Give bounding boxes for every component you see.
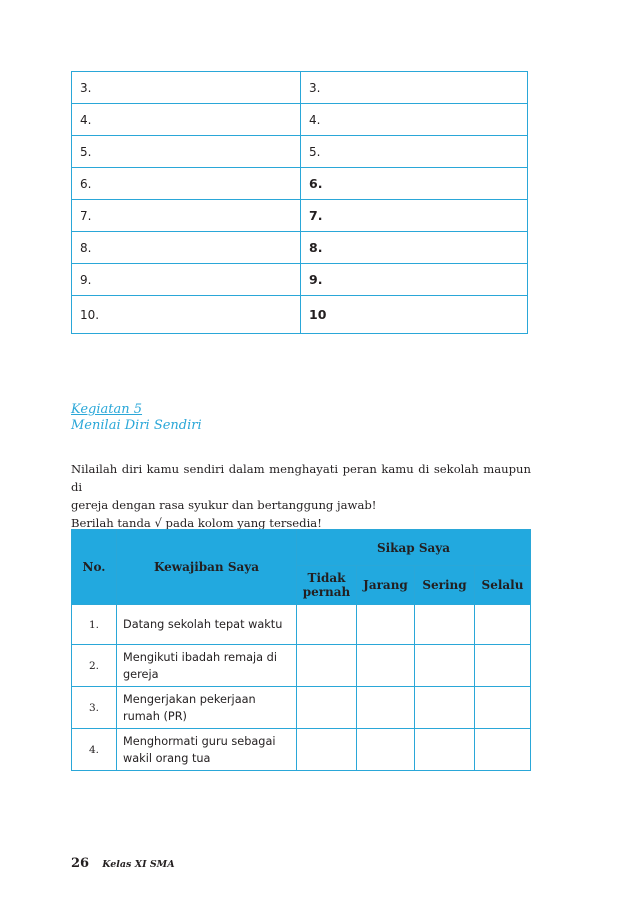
checkbox-cell-tidak-pernah[interactable] (297, 729, 357, 771)
header-duty: Kewajiban Saya (117, 530, 297, 605)
answer-cell-left: 5. (72, 136, 301, 168)
answer-cell-left: 3. (72, 72, 301, 104)
checkbox-cell-selalu[interactable] (475, 605, 531, 645)
header-selalu: Selalu (475, 566, 531, 605)
activity-instructions (71, 460, 531, 532)
table-row (72, 168, 528, 200)
table-row (72, 729, 531, 771)
answer-table (71, 71, 528, 334)
duty-text: Mengerjakan pekerjaan rumah (PR) (117, 687, 297, 729)
header-tidak-pernah: Tidak pernah (297, 566, 357, 605)
table-row (72, 605, 531, 645)
checkbox-cell-jarang[interactable] (357, 605, 415, 645)
checkbox-cell-selalu[interactable] (475, 687, 531, 729)
checkbox-cell-sering[interactable] (415, 687, 475, 729)
answer-cell-right: 3. (301, 72, 528, 104)
checkbox-cell-jarang[interactable] (357, 687, 415, 729)
answer-cell-left: 8. (72, 232, 301, 264)
checkbox-cell-sering[interactable] (415, 605, 475, 645)
instruction-text: Nilailah diri kamu sendiri dalam menghayati peran kamu di sekolah maupun di (71, 462, 531, 494)
row-number: 4. (72, 729, 117, 771)
checkbox-cell-jarang[interactable] (357, 729, 415, 771)
instruction-text: gereja dengan rasa syukur dan bertanggung jawab! (71, 498, 377, 512)
table-row (72, 200, 528, 232)
header-attitude-group: Sikap Saya (297, 530, 531, 566)
answer-cell-right: 5. (301, 136, 528, 168)
duty-text: Mengikuti ibadah remaja di gereja (117, 645, 297, 687)
page-number: 26 (71, 856, 90, 871)
header-jarang: Jarang (357, 566, 415, 605)
checkbox-cell-jarang[interactable] (357, 645, 415, 687)
header-no: No. (72, 530, 117, 605)
row-number: 1. (72, 605, 117, 645)
answer-cell-left: 6. (72, 168, 301, 200)
checkbox-cell-tidak-pernah[interactable] (297, 605, 357, 645)
answer-cell-right: 10 (301, 296, 528, 334)
answer-cell-left: 4. (72, 104, 301, 136)
answer-cell-right: 7. (301, 200, 528, 232)
table-row (72, 232, 528, 264)
row-number: 3. (72, 687, 117, 729)
self-assessment-table (71, 529, 531, 771)
answer-cell-right: 8. (301, 232, 528, 264)
answer-cell-right: 4. (301, 104, 528, 136)
instruction-text: Berilah tanda √ pada kolom yang tersedia! (71, 516, 322, 530)
checkbox-cell-selalu[interactable] (475, 645, 531, 687)
activity-heading (71, 402, 202, 434)
table-row (72, 645, 531, 687)
table-row (72, 264, 528, 296)
table-row (72, 687, 531, 729)
checkbox-cell-sering[interactable] (415, 729, 475, 771)
checkbox-cell-selalu[interactable] (475, 729, 531, 771)
answer-cell-left: 10. (72, 296, 301, 334)
table-row (72, 72, 528, 104)
header-sering: Sering (415, 566, 475, 605)
table-row (72, 136, 528, 168)
activity-number: Kegiatan 5 (71, 402, 143, 417)
checkbox-cell-tidak-pernah[interactable] (297, 645, 357, 687)
checkbox-cell-tidak-pernah[interactable] (297, 687, 357, 729)
row-number: 2. (72, 645, 117, 687)
page-footer (71, 852, 175, 871)
book-title: Kelas XI SMA (102, 859, 175, 870)
table-row (72, 296, 528, 334)
answer-cell-left: 9. (72, 264, 301, 296)
activity-title: Menilai Diri Sendiri (71, 418, 202, 433)
answer-cell-right: 9. (301, 264, 528, 296)
answer-cell-right: 6. (301, 168, 528, 200)
duty-text: Menghormati guru sebagai wakil orang tua (117, 729, 297, 771)
checkbox-cell-sering[interactable] (415, 645, 475, 687)
table-row (72, 104, 528, 136)
answer-cell-left: 7. (72, 200, 301, 232)
duty-text: Datang sekolah tepat waktu (117, 605, 297, 645)
